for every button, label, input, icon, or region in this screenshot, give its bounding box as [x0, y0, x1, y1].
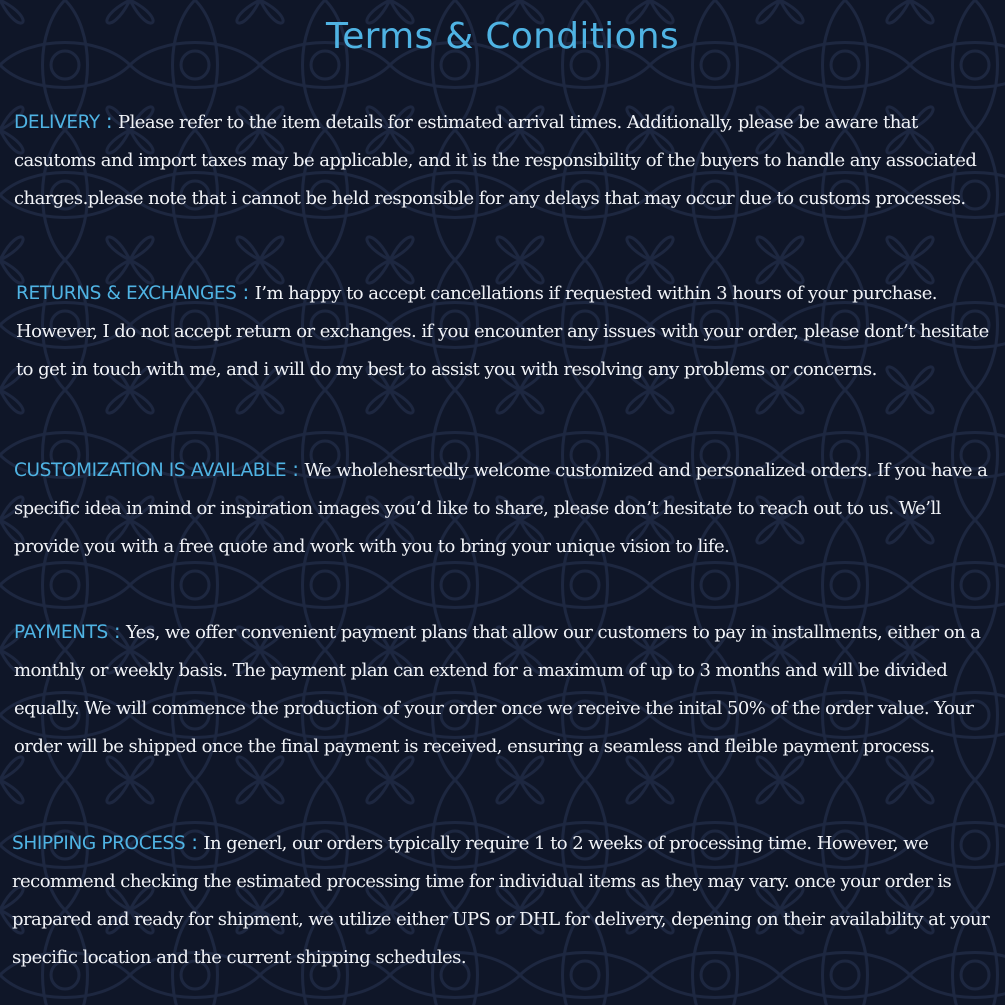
- page-title: Terms & Conditions: [326, 16, 679, 57]
- section-payments: [14, 612, 999, 766]
- section-text: In generl, our orders typically require 1 to 2 weeks of processing time. However, we recommend checking the estimated processing time for individual items as they may vary. once your order is prapared and ready for shipment, we utilize either UPS or DHL for delivery, depening on their availability at your specific location and the current shipping schedules.: [12, 833, 990, 968]
- section-colon: :: [191, 830, 198, 854]
- section-colon: :: [292, 457, 299, 481]
- section-colon: :: [113, 619, 121, 643]
- section-label: PAYMENTS: [14, 622, 108, 643]
- section-returns-exchanges: [16, 273, 1001, 389]
- section-text: I’m happy to accept cancellations if requested within 3 hours of your purchase. However, I do not accept return or exchanges. if you encounter any issues with your order, please dont’t hesitate to get in touch with me, and i will do my best to assist you with resolving any problems or concerns.: [16, 283, 989, 380]
- section-label: CUSTOMIZATION IS AVAILABLE: [14, 460, 287, 481]
- section-customization: [14, 450, 999, 566]
- section-colon: :: [242, 280, 249, 304]
- section-text: We wholehesrtedly welcome customized and personalized orders. If you have a specific idea in mind or inspiration images you’d like to share, please don’t hesitate to reach out to us. We’ll provide you with a free quote and work with you to bring your unique vision to life.: [14, 460, 988, 557]
- section-text: Yes, we offer convenient payment plans that allow our customers to pay in installments, either on a monthly or weekly basis. The payment plan can extend for a maximum of up to 3 months and will be divided equally. We will commence the production of your order once we receive the inital 50% of the order value. Your order will be shipped once the final payment is received, ensuring a seamless and fleible payment process.: [14, 622, 981, 757]
- section-colon: :: [105, 109, 113, 133]
- section-label: DELIVERY: [14, 112, 100, 133]
- section-label: RETURNS & EXCHANGES: [16, 283, 237, 304]
- section-shipping-process: [12, 823, 997, 977]
- section-label: SHIPPING PROCESS: [12, 833, 186, 854]
- section-delivery: [14, 102, 999, 218]
- section-text: Please refer to the item details for estimated arrival times. Additionally, please be aware that casutoms and import taxes may be applicable, and it is the responsibility of the buyers to handle any associated charges.please note that i cannot be held responsible for any delays that may occur due to customs processes.: [14, 112, 977, 209]
